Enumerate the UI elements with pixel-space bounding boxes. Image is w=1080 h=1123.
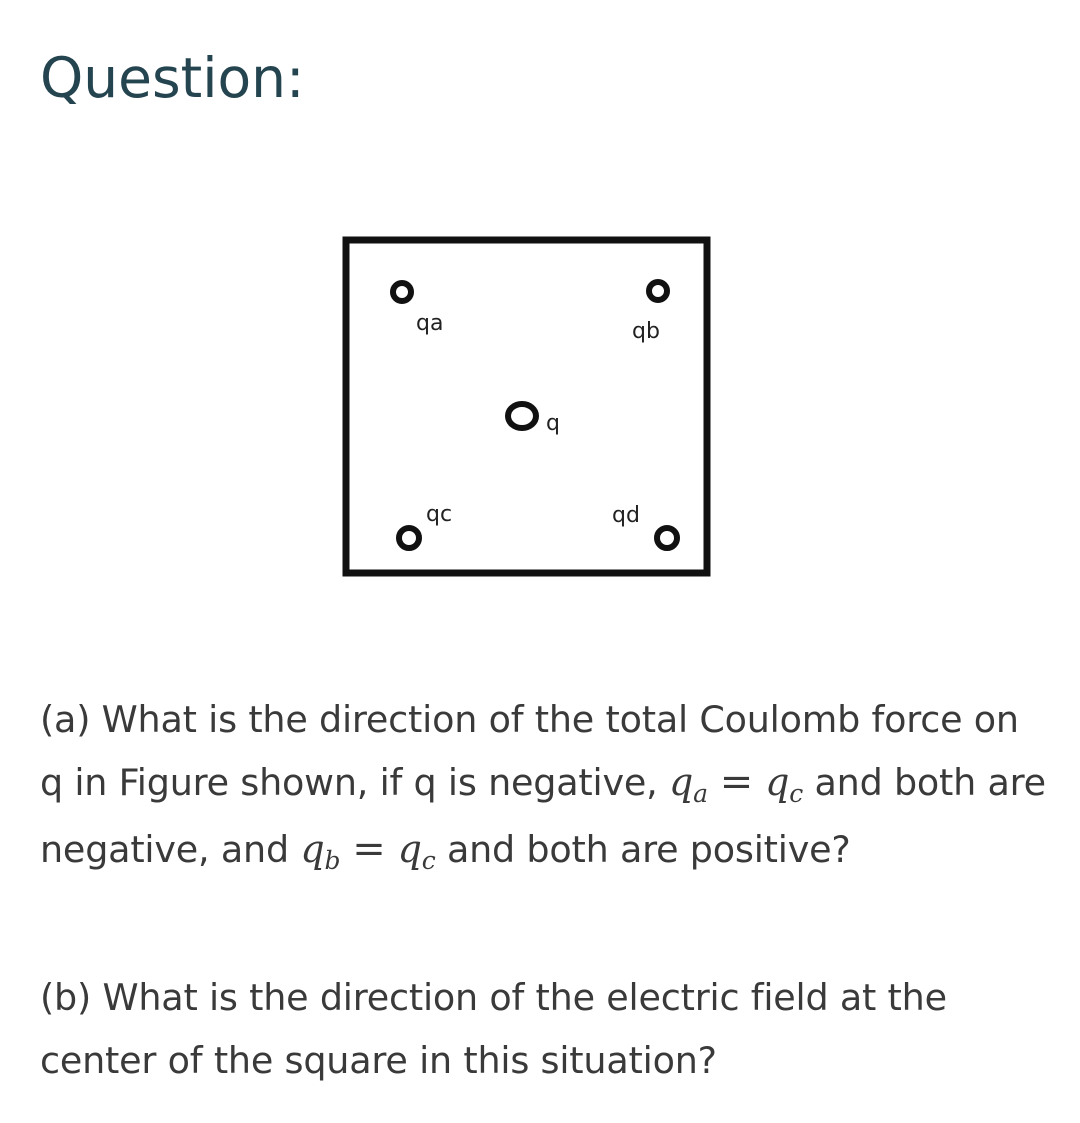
- charge-qb-circle: [649, 282, 667, 300]
- question-a-text-2: and both are negative, and: [40, 761, 1046, 871]
- square-diagram: [340, 236, 720, 586]
- charge-qc-label: qc: [426, 502, 453, 527]
- question-heading: Question:: [40, 46, 305, 110]
- charge-qb-label: qb: [632, 319, 660, 344]
- question-a-text-1: (a) What is the direction of the total Coulomb force on q in Figure shown, if q is negative,: [40, 698, 1019, 804]
- charge-qd-circle: [657, 528, 677, 548]
- math-var-q: q: [300, 827, 325, 871]
- question-part-b: (b) What is the direction of the electric field at the center of the square in this situation?: [40, 976, 947, 1082]
- question-a-text-3: and both are positive?: [435, 828, 851, 871]
- math-subscript-c: c: [421, 846, 436, 875]
- charge-qa-circle: [393, 283, 411, 301]
- math-equals: =: [719, 759, 754, 805]
- charge-qc-circle: [399, 528, 419, 548]
- math-var-q: q: [765, 760, 790, 804]
- charge-q-circle: [508, 404, 536, 428]
- math-equals: =: [352, 826, 386, 872]
- charge-qa-label: qa: [416, 311, 444, 336]
- math-subscript-b: b: [324, 846, 341, 875]
- math-subscript-c: c: [789, 779, 804, 808]
- question-part-a: [40, 688, 1050, 885]
- math-subscript-a: a: [693, 779, 708, 808]
- charge-square-figure: [340, 236, 720, 590]
- math-var-q: q: [668, 760, 694, 804]
- charge-q-label: q: [546, 411, 560, 436]
- charge-qd-label: qd: [612, 503, 640, 528]
- math-var-q: q: [397, 827, 422, 871]
